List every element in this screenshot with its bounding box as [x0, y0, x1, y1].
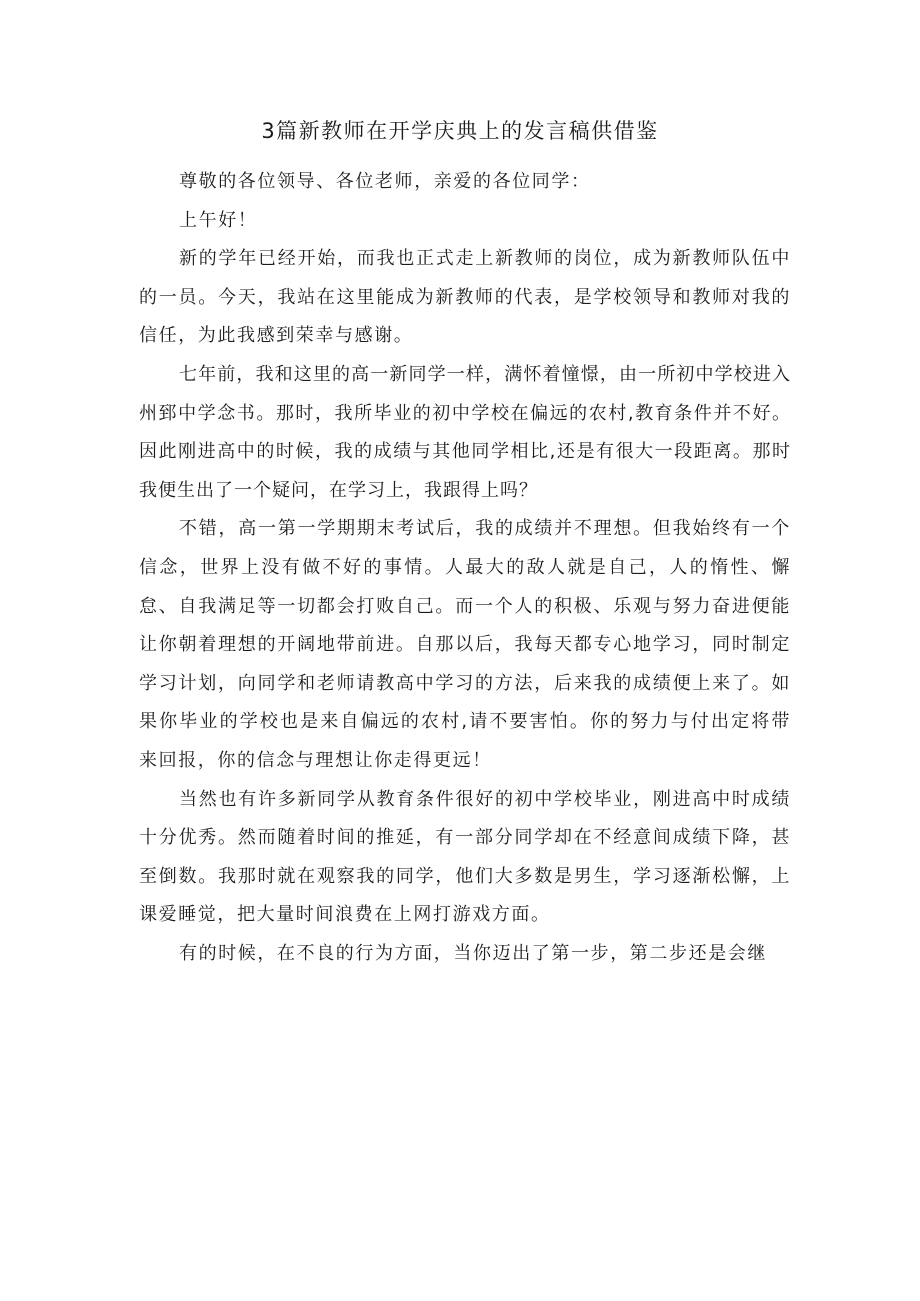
- paragraph: 当然也有许多新同学从教育条件很好的初中学校毕业，刚进高中时成绩十分优秀。然而随着时间的推延，有一部分同学却在不经意间成绩下降，甚至倒数。我那时就在观察我的同学，他们大多数是男生，学习逐渐松懈，上课爱睡觉，把大量时间浪费在上网打游戏方面。: [139, 788, 791, 926]
- document-title: 3篇新教师在开学庆典上的发言稿供借鉴: [261, 119, 659, 143]
- paragraph: 新的学年已经开始，而我也正式走上新教师的岗位，成为新教师队伍中的一员。今天，我站在这里能成为新教师的代表，是学校领导和教师对我的信任，为此我感到荣幸与感谢。: [139, 248, 791, 347]
- document-body: [139, 163, 791, 973]
- paragraph: 七年前，我和这里的高一新同学一样，满怀着憧憬，由一所初中学校进入州郅中学念书。那时，我所毕业的初中学校在偏远的农村,教育条件并不好。因此刚进高中的时候，我的成绩与其他同学相比,还是有很大一段距离。那时我便生出了一个疑问，在学习上，我跟得上吗？: [139, 363, 791, 501]
- paragraph: 有的时候，在不良的行为方面，当你迈出了第一步，第二步还是会继: [179, 942, 767, 964]
- paragraph: 不错，高一第一学期期末考试后，我的成绩并不理想。但我始终有一个信念，世界上没有做不好的事情。人最大的敌人就是自己，人的惰性、懈怠、自我满足等一切都会打败自己。而一个人的积极、乐观与努力奋进便能让你朝着理想的开阔地带前进。自那以后，我每天都专心地学习，同时制定学习计划，向同学和老师请教高中学习的方法，后来我的成绩便上来了。如果你毕业的学校也是来自偏远的农村,请不要害怕。你的努力与付出定将带来回报，你的信念与理想让你走得更远！: [139, 518, 791, 771]
- salutation: 尊敬的各位领导、各位老师，亲爱的各位同学：: [179, 171, 591, 192]
- greeting: 上午好！: [179, 209, 258, 231]
